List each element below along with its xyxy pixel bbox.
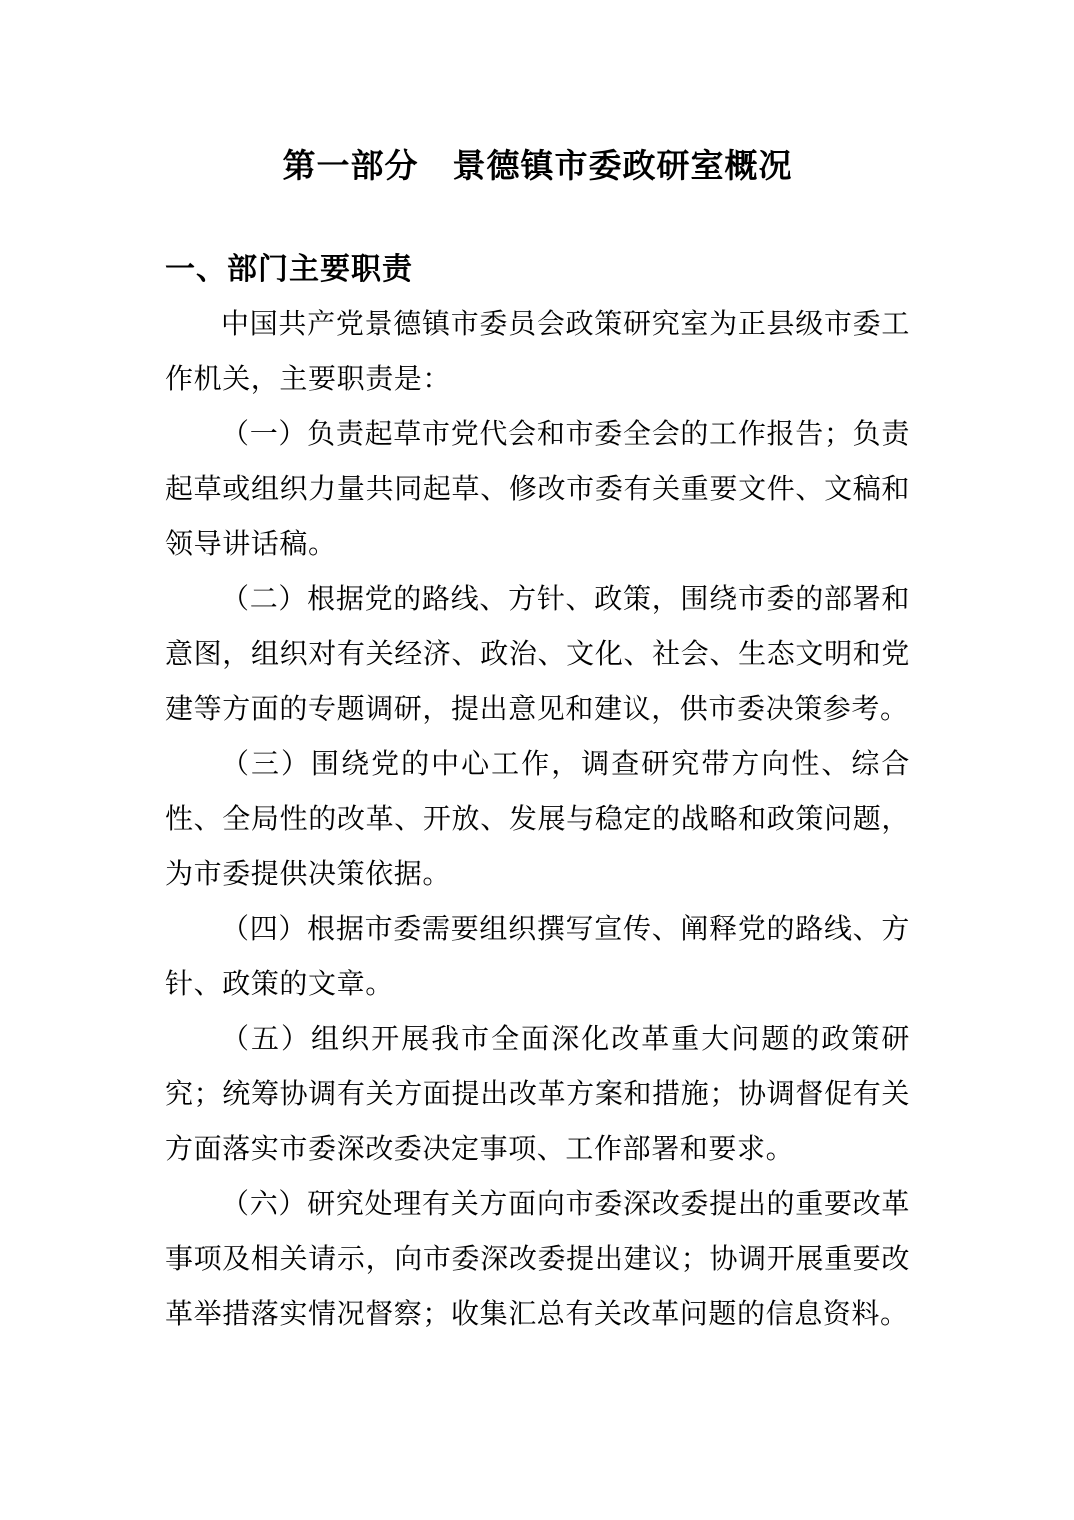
paragraph-item-1: （一）负责起草市党代会和市委全会的工作报告；负责起草或组织力量共同起草、修改市委有关重要文件、文稿和领导讲话稿。 xyxy=(165,419,910,560)
paragraph-item-4: （四）根据市委需要组织撰写宣传、阐释党的路线、方针、政策的文章。 xyxy=(165,914,910,1000)
paragraph-item-2: （二）根据党的路线、方针、政策，围绕市委的部署和意图，组织对有关经济、政治、文化、社会、生态文明和党建等方面的专题调研，提出意见和建议，供市委决策参考。 xyxy=(165,584,910,725)
paragraph-item-3: （三）围绕党的中心工作，调查研究带方向性、综合性、全局性的改革、开放、发展与稳定的战略和政策问题，为市委提供决策依据。 xyxy=(165,749,910,890)
paragraph-item-6: （六）研究处理有关方面向市委深改委提出的重要改革事项及相关请示，向市委深改委提出建议；协调开展重要改革举措落实情况督察；收集汇总有关改革问题的信息资料。 xyxy=(165,1189,910,1330)
document-title: 第一部分 景德镇市委政研室概况 xyxy=(282,147,793,184)
paragraph-intro: 中国共产党景德镇市委员会政策研究室为正县级市委工作机关，主要职责是： xyxy=(165,309,910,395)
section-heading: 一、部门主要职责 xyxy=(165,253,413,286)
document-body xyxy=(165,297,910,1342)
paragraph-item-5: （五）组织开展我市全面深化改革重大问题的政策研究；统筹协调有关方面提出改革方案和措施；协调督促有关方面落实市委深改委决定事项、工作部署和要求。 xyxy=(165,1024,910,1165)
